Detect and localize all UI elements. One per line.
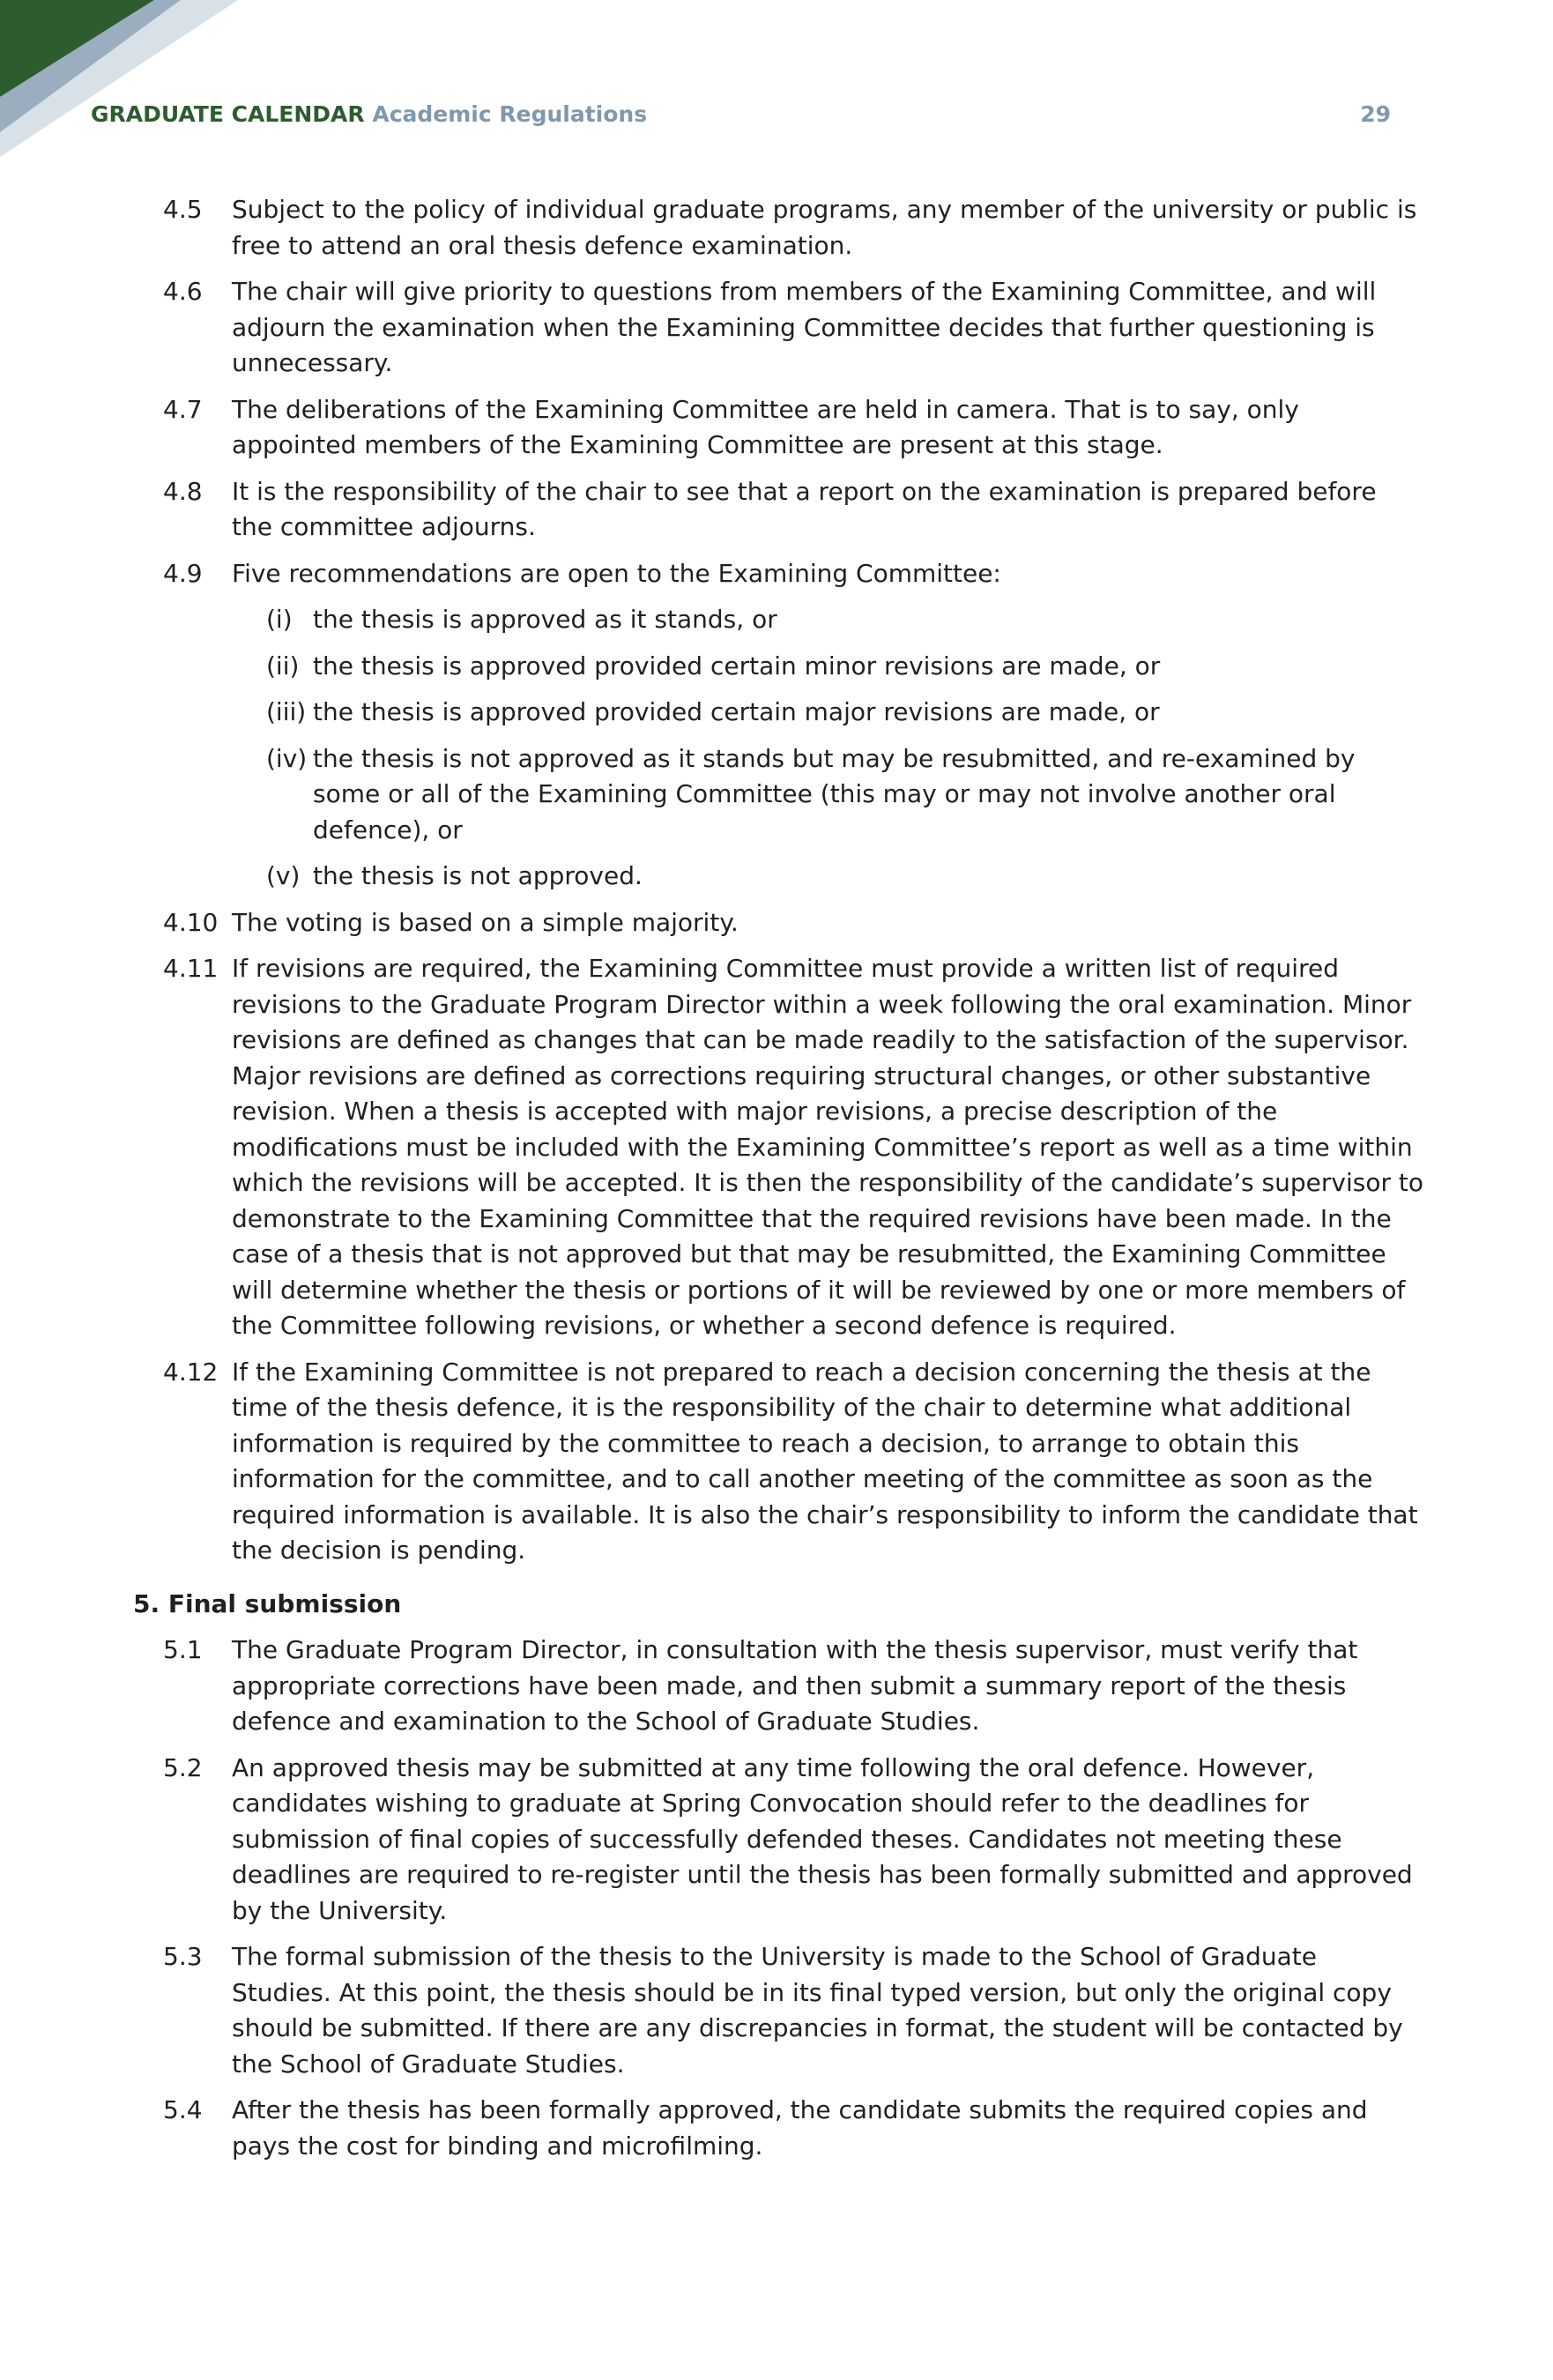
item-text: The deliberations of the Examining Committee are held in camera. That is to say, only appointed members of the Examining Committee are present at this stage.	[232, 394, 1299, 459]
item-number: 4.7	[163, 394, 203, 424]
recommendation-number: (ii)	[266, 651, 300, 681]
recommendation-text: the thesis is not approved.	[313, 861, 643, 890]
item-text: Five recommendations are open to the Examining Committee:	[232, 558, 1001, 588]
regulation-item	[163, 1633, 1423, 1740]
regulation-item	[163, 1355, 1423, 1569]
item-number: 4.5	[163, 195, 203, 224]
regulation-item	[163, 2093, 1423, 2164]
item-text: An approved thesis may be submitted at any time following the oral defence. However, candidates wishing to graduate at Spring Convocation should refer to the deadlines for submission of final copies of successfully defended theses. Candidates not meeting these deadlines are required to re-register until the thesis has been formally submitted and approved by the University.	[232, 1752, 1413, 1925]
page-number: 29	[1360, 101, 1391, 127]
item-number: 4.12	[163, 1357, 219, 1387]
recommendation-item	[163, 602, 1423, 638]
regulation-item	[163, 1751, 1423, 1930]
regulation-item	[163, 951, 1423, 1344]
item-text: The formal submission of the thesis to the University is made to the School of Graduate Studies. At this point, the thesis should be in its final typed version, but only the original copy should be submitted. If there are any discrepancies in format, the student will be contacted by the School of Graduate Studies.	[232, 1942, 1403, 2079]
item-text: The chair will give priority to questions from members of the Examining Committee, and will adjourn the examination when the Examining Committee decides that further questioning is unnecessary.	[232, 277, 1377, 377]
item-number: 5.1	[163, 1635, 203, 1664]
item-number: 4.6	[163, 277, 203, 306]
recommendation-item	[163, 649, 1423, 685]
corner-swoosh-decoration	[0, 0, 238, 159]
recommendation-item	[163, 741, 1423, 849]
item-text: After the thesis has been formally approved, the candidate submits the required copies and pays the cost for binding and microfilming.	[232, 2095, 1368, 2161]
recommendation-number: (iv)	[266, 743, 308, 773]
item-number: 5.2	[163, 1752, 203, 1782]
section-heading: 5. Final submission	[133, 1588, 402, 1618]
recommendation-text: the thesis is approved provided certain minor revisions are made, or	[313, 651, 1161, 681]
recommendation-item	[163, 859, 1423, 895]
item-text: It is the responsibility of the chair to see that a report on the examination is prepared before the committee adjourns.	[232, 476, 1377, 541]
regulation-item	[163, 905, 1423, 941]
item-text: The voting is based on a simple majority.	[232, 907, 739, 937]
item-number: 5.4	[163, 2095, 203, 2124]
recommendation-number: (iii)	[266, 697, 307, 726]
item-number: 4.10	[163, 907, 219, 937]
regulation-item	[163, 556, 1423, 895]
item-text: If the Examining Committee is not prepared to reach a decision concerning the thesis at the time of the thesis defence, it is the responsibility of the chair to determine what additional information is required by the committee to reach a decision, to arrange to obtain this information for the committee, and to call another meeting of the committee as soon as the required information is available. It is also the chair’s responsibility to inform the candidate that the decision is pending.	[232, 1357, 1418, 1565]
item-number: 4.8	[163, 476, 203, 506]
header-subtitle: Academic Regulations	[372, 101, 648, 127]
recommendation-text: the thesis is not approved as it stands but may be resubmitted, and re-examined by some or all of the Examining Committee (this may or may not involve another oral defence), or	[313, 743, 1356, 844]
recommendation-number: (v)	[266, 861, 301, 890]
header-title: GRADUATE CALENDAR	[91, 101, 365, 127]
recommendation-text: the thesis is approved provided certain major revisions are made, or	[313, 697, 1160, 726]
recommendations-list	[232, 602, 1423, 895]
item-text: Subject to the policy of individual graduate programs, any member of the university or public is free to attend an oral thesis defence examination.	[232, 195, 1417, 260]
recommendation-item	[163, 695, 1423, 731]
regulation-item	[163, 474, 1423, 546]
recommendation-number: (i)	[266, 605, 293, 634]
regulation-item	[163, 274, 1423, 382]
regulation-item	[163, 192, 1423, 264]
item-number: 5.3	[163, 1942, 203, 1971]
recommendation-text: the thesis is approved as it stands, or	[313, 605, 777, 634]
page-header	[91, 100, 1391, 129]
regulation-item	[163, 1939, 1423, 2082]
item-number: 4.9	[163, 558, 203, 588]
item-number: 4.11	[163, 954, 219, 983]
item-text: If revisions are required, the Examining Committee must provide a written list of required revisions to the Graduate Program Director within a week following the oral examination. Minor revisions are defined as changes that can be made readily to the satisfaction of the supervisor. Major revisions are defined as corrections requiring structural changes, or other substantive revision. When a thesis is accepted with major revisions, a precise description of the modifications must be included with the Examining Committee’s report as well as a time within which the revisions will be accepted. It is then the responsibility of the candidate’s supervisor to demonstrate to the Examining Committee that the required revisions have been made. In the case of a thesis that is not approved but that may be resubmitted, the Examining Committee will determine whether the thesis or portions of it will be reviewed by one or more members of the Committee following revisions, or whether a second defence is required.	[232, 954, 1423, 1340]
regulations-body	[133, 192, 1423, 2175]
regulation-item	[163, 392, 1423, 464]
item-text: The Graduate Program Director, in consultation with the thesis supervisor, must verify that appropriate corrections have been made, and then submit a summary report of the thesis defence and examination to the School of Graduate Studies.	[232, 1635, 1358, 1736]
